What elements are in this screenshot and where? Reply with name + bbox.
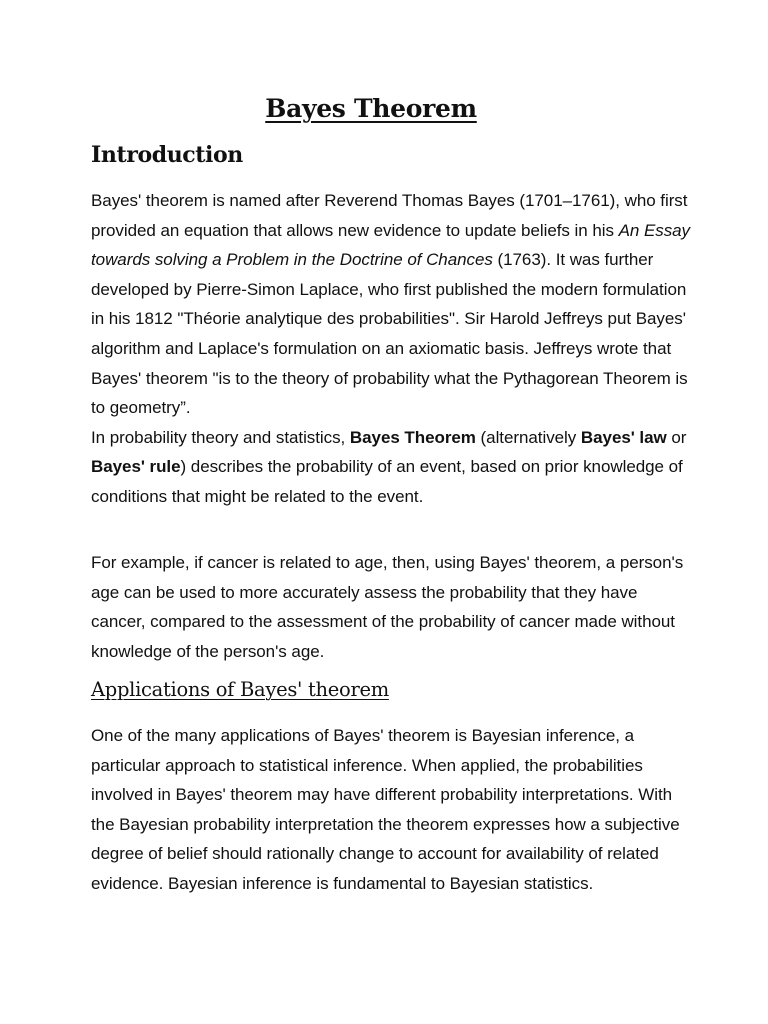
intro-text-4: (alternatively xyxy=(475,427,581,447)
term-bayes-law: Bayes' law xyxy=(580,427,667,447)
applications-paragraph: One of the many applications of Bayes' theorem is Bayesian inference, a particular approach to statistical inference. When applied, the probabilities involved in Bayes' theorem may have different probability interpretations. With the Bayesian probability interpretation the theorem expresses how a subjective degree of belief should rationally change to account for availability of related evidence. Bayesian inference is fundamental to Bayesian statistics. xyxy=(91,726,680,893)
term-bayes-rule: Bayes' rule xyxy=(91,457,181,477)
document-title: Bayes Theorem xyxy=(265,94,477,123)
term-bayes-theorem: Bayes Theorem xyxy=(349,427,476,447)
introduction-heading: Introduction xyxy=(91,142,243,168)
applications-heading: Applications of Bayes' theorem xyxy=(91,678,389,701)
example-paragraph: For example, if cancer is related to age, then, using Bayes' theorem, a person's age can be used to more accurately assess the probability that they have cancer, compared to the assessment of the probability of cancer made without knowledge of the person's age. xyxy=(91,553,684,661)
intro-text-5: or xyxy=(666,427,687,447)
essay-title: An Essay towards solving a Problem in the Doctrine of Chances xyxy=(91,220,691,270)
intro-text-3: In probability theory and statistics, xyxy=(91,427,350,447)
introduction-paragraph xyxy=(91,186,691,512)
intro-text-6: ) describes the probability of an event, based on prior knowledge of conditions that might be related to the event. xyxy=(91,457,683,506)
intro-text-1: Bayes' theorem is named after Reverend Thomas Bayes (1701–1761), who first provided an equation that allows new evidence to update beliefs in his xyxy=(91,191,688,240)
intro-text-2: (1763). It was further developed by Pierre-Simon Laplace, who first published the modern formulation in his 1812 "Théorie analytique des probabilities". Sir Harold Jeffreys put Bayes' algorithm and Laplace's formulation on an axiomatic basis. Jeffreys wrote that Bayes' theorem "is to the theory of probability what the Pythagorean Theorem is to geometry”. xyxy=(91,250,688,418)
